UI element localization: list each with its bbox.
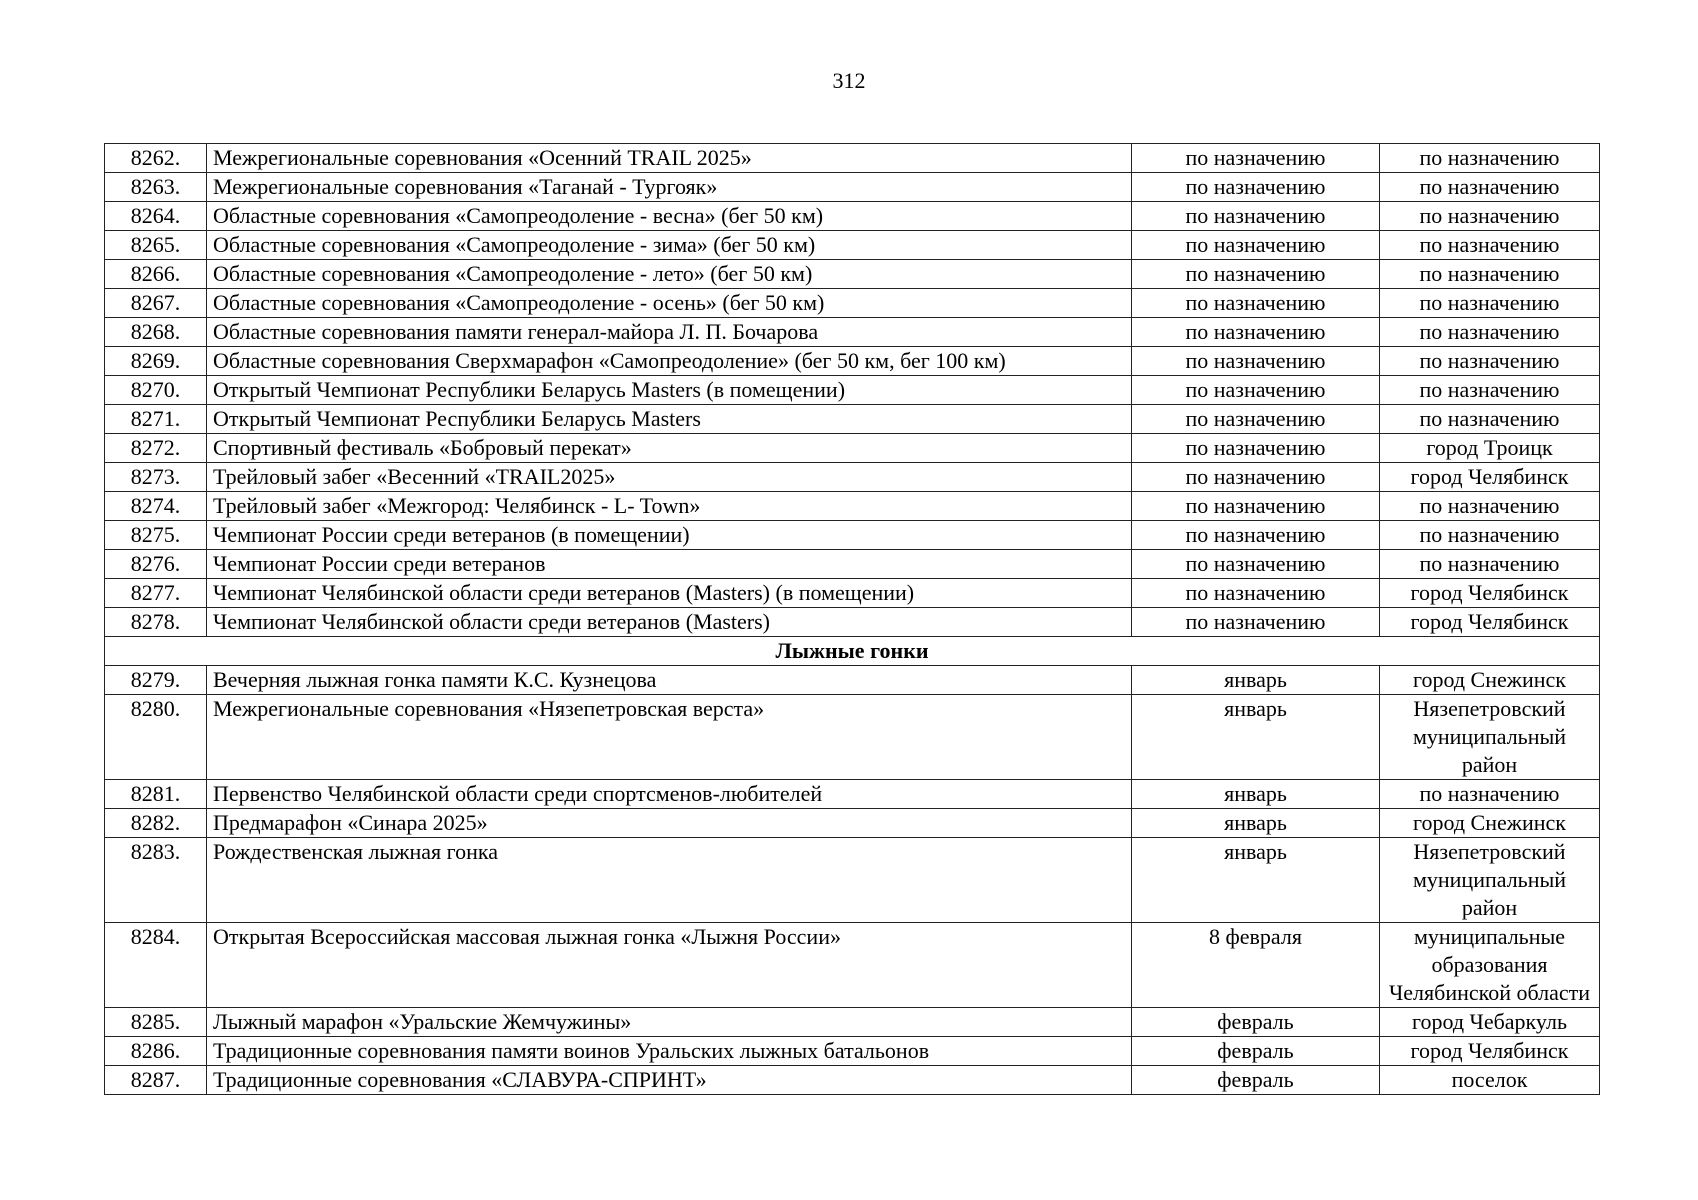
event-date: 8 февраля [1132,923,1380,1008]
table-row [105,376,1600,405]
event-name: Чемпионат Челябинской области среди ветеранов (Masters) [207,608,1132,637]
section-title: Лыжные гонки [105,637,1600,666]
table-row [105,666,1600,695]
event-date: по назначению [1132,579,1380,608]
event-name: Межрегиональные соревнования «Нязепетровская верста» [207,695,1132,780]
row-number: 8272. [105,434,207,463]
table-row [105,550,1600,579]
event-place: по назначению [1380,550,1600,579]
event-place: по назначению [1380,173,1600,202]
event-date: по назначению [1132,550,1380,579]
row-number: 8266. [105,260,207,289]
row-number: 8265. [105,231,207,260]
event-name: Чемпионат Челябинской области среди ветеранов (Masters) (в помещении) [207,579,1132,608]
event-place: город Троицк [1380,434,1600,463]
event-date: февраль [1132,1037,1380,1066]
table-row [105,405,1600,434]
event-name: Областные соревнования «Самопреодоление - весна» (бег 50 км) [207,202,1132,231]
event-name: Областные соревнования Сверхмарафон «Самопреодоление» (бег 50 км, бег 100 км) [207,347,1132,376]
row-number: 8264. [105,202,207,231]
row-number: 8283. [105,838,207,923]
event-place: Нязепетровский муниципальный район [1380,695,1600,780]
event-name: Традиционные соревнования «СЛАВУРА-СПРИНТ» [207,1066,1132,1095]
event-date: по назначению [1132,260,1380,289]
event-name: Областные соревнования памяти генерал-майора Л. П. Бочарова [207,318,1132,347]
event-place: город Чебаркуль [1380,1008,1600,1037]
row-number: 8279. [105,666,207,695]
event-name: Открытый Чемпионат Республики Беларусь Masters [207,405,1132,434]
row-number: 8282. [105,809,207,838]
page-number: 312 [832,68,866,93]
event-date: по назначению [1132,376,1380,405]
event-date: по назначению [1132,202,1380,231]
event-place: по назначению [1380,492,1600,521]
table-row [105,347,1600,376]
event-name: Межрегиональные соревнования «Осенний TRAIL 2025» [207,144,1132,173]
row-number: 8281. [105,780,207,809]
table-row [105,144,1600,173]
event-name: Чемпионат России среди ветеранов [207,550,1132,579]
row-number: 8273. [105,463,207,492]
event-date: по назначению [1132,231,1380,260]
event-place: по назначению [1380,144,1600,173]
event-name: Лыжный марафон «Уральские Жемчужины» [207,1008,1132,1037]
row-number: 8275. [105,521,207,550]
event-date: январь [1132,695,1380,780]
event-place: по назначению [1380,405,1600,434]
row-number: 8278. [105,608,207,637]
row-number: 8267. [105,289,207,318]
event-name: Чемпионат России среди ветеранов (в помещении) [207,521,1132,550]
table-row [105,173,1600,202]
row-number: 8269. [105,347,207,376]
event-place: город Снежинск [1380,666,1600,695]
table-row [105,260,1600,289]
event-date: февраль [1132,1066,1380,1095]
event-name: Областные соревнования «Самопреодоление - осень» (бег 50 км) [207,289,1132,318]
row-number: 8268. [105,318,207,347]
section-header-row [105,637,1600,666]
row-number: 8274. [105,492,207,521]
event-name: Трейловый забег «Межгород: Челябинск - L- Town» [207,492,1132,521]
event-name: Трейловый забег «Весенний «TRAIL2025» [207,463,1132,492]
event-place: город Челябинск [1380,608,1600,637]
event-place: по назначению [1380,347,1600,376]
table-row [105,809,1600,838]
table-row [105,1066,1600,1095]
event-date: по назначению [1132,521,1380,550]
event-date: по назначению [1132,492,1380,521]
event-date: по назначению [1132,608,1380,637]
row-number: 8287. [105,1066,207,1095]
event-place: по назначению [1380,780,1600,809]
table-row [105,923,1600,1008]
event-date: январь [1132,666,1380,695]
event-place: город Челябинск [1380,463,1600,492]
table-row [105,695,1600,780]
table-row [105,231,1600,260]
event-date: февраль [1132,1008,1380,1037]
event-name: Открытая Всероссийская массовая лыжная гонка «Лыжня России» [207,923,1132,1008]
event-date: январь [1132,838,1380,923]
event-name: Межрегиональные соревнования «Таганай - Тургояк» [207,173,1132,202]
event-place: город Челябинск [1380,1037,1600,1066]
event-name: Вечерняя лыжная гонка памяти К.С. Кузнецова [207,666,1132,695]
event-place: поселок [1380,1066,1600,1095]
event-name: Открытый Чемпионат Республики Беларусь Masters (в помещении) [207,376,1132,405]
event-place: по назначению [1380,260,1600,289]
table-row [105,1037,1600,1066]
table-row [105,463,1600,492]
event-date: по назначению [1132,318,1380,347]
table-row [105,608,1600,637]
table-row [105,838,1600,923]
event-date: январь [1132,780,1380,809]
table-row [105,318,1600,347]
event-date: по назначению [1132,144,1380,173]
row-number: 8263. [105,173,207,202]
event-name: Предмарафон «Синара 2025» [207,809,1132,838]
event-place: по назначению [1380,289,1600,318]
event-date: по назначению [1132,173,1380,202]
event-place: город Снежинск [1380,809,1600,838]
table-row [105,579,1600,608]
event-date: январь [1132,809,1380,838]
event-date: по назначению [1132,347,1380,376]
row-number: 8286. [105,1037,207,1066]
event-place: по назначению [1380,521,1600,550]
row-number: 8270. [105,376,207,405]
row-number: 8277. [105,579,207,608]
row-number: 8276. [105,550,207,579]
event-name: Областные соревнования «Самопреодоление - зима» (бег 50 км) [207,231,1132,260]
table-row [105,521,1600,550]
table-row [105,434,1600,463]
event-date: по назначению [1132,434,1380,463]
row-number: 8284. [105,923,207,1008]
event-date: по назначению [1132,405,1380,434]
event-place: по назначению [1380,376,1600,405]
event-place: по назначению [1380,202,1600,231]
event-name: Первенство Челябинской области среди спортсменов-любителей [207,780,1132,809]
event-name: Спортивный фестиваль «Бобровый перекат» [207,434,1132,463]
row-number: 8285. [105,1008,207,1037]
event-date: по назначению [1132,289,1380,318]
event-date: по назначению [1132,463,1380,492]
row-number: 8262. [105,144,207,173]
row-number: 8271. [105,405,207,434]
row-number: 8280. [105,695,207,780]
table-row [105,289,1600,318]
events-table-body [105,144,1600,1095]
event-place: муниципальные образования Челябинской области [1380,923,1600,1008]
event-place: город Челябинск [1380,579,1600,608]
event-name: Областные соревнования «Самопреодоление - лето» (бег 50 км) [207,260,1132,289]
event-name: Рождественская лыжная гонка [207,838,1132,923]
event-place: Нязепетровский муниципальный район [1380,838,1600,923]
table-row [105,202,1600,231]
table-row [105,1008,1600,1037]
event-place: по назначению [1380,231,1600,260]
events-table [104,143,1600,1095]
event-name: Традиционные соревнования памяти воинов Уральских лыжных батальонов [207,1037,1132,1066]
table-row [105,492,1600,521]
table-row [105,780,1600,809]
event-place: по назначению [1380,318,1600,347]
